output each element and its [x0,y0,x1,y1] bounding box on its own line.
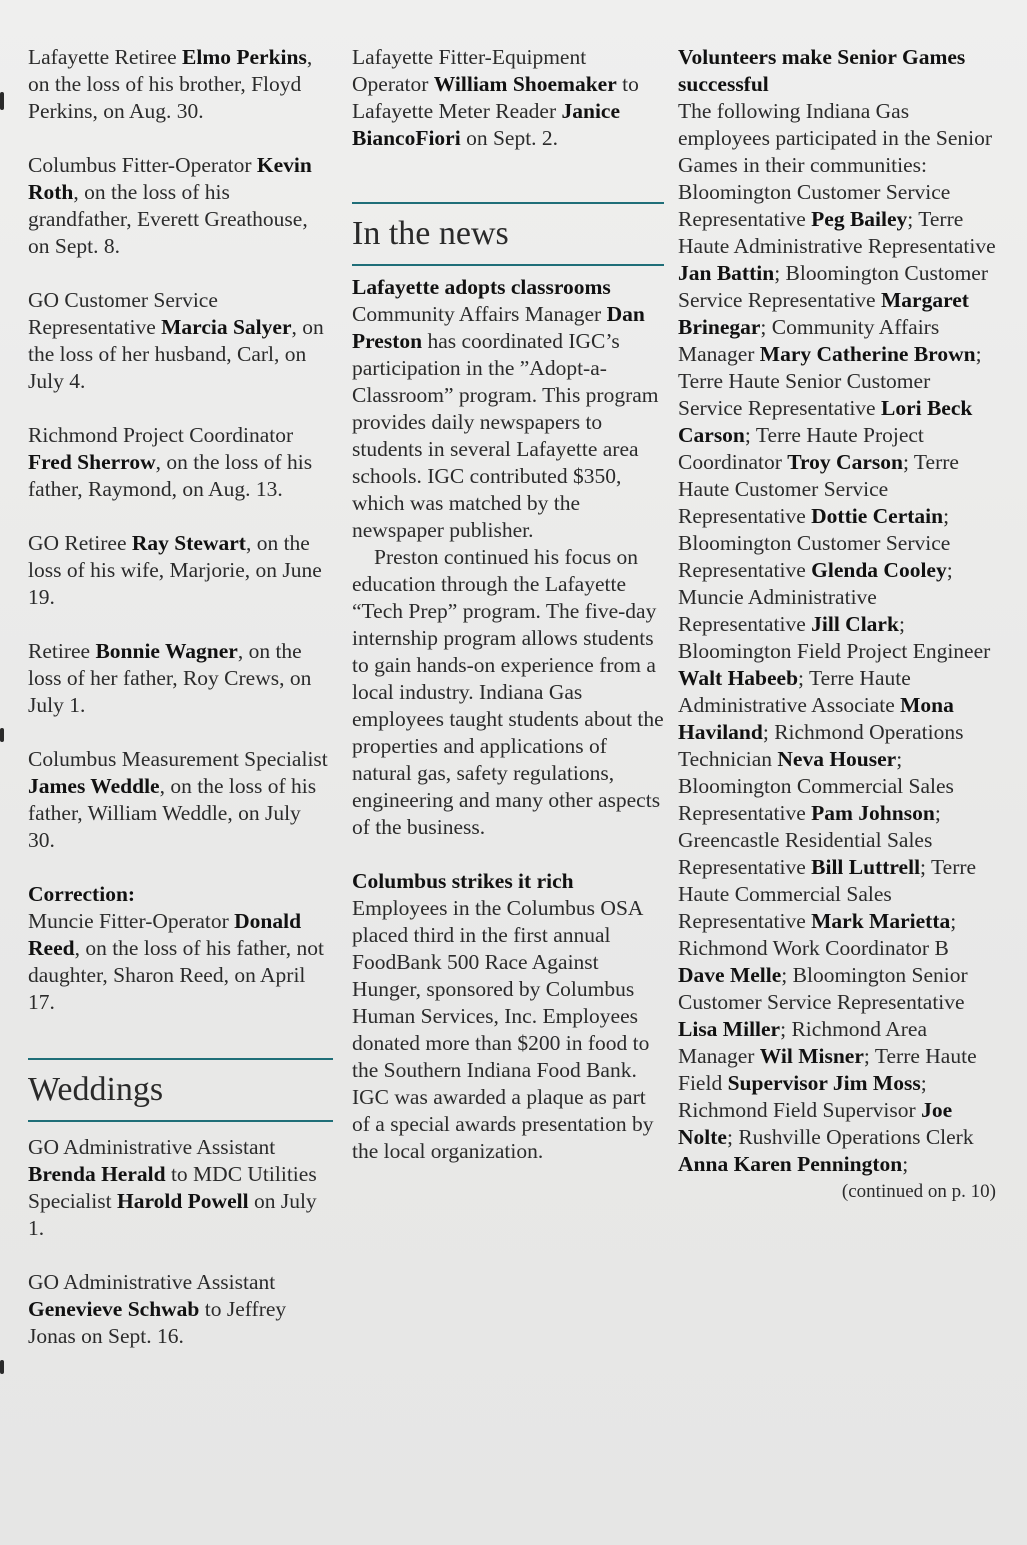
entry-text: , on the loss of his father, Raymond, on Aug. 13. [28,450,313,501]
wedding-entry [28,1134,333,1242]
news-headline: Lafayette adopts classrooms [352,275,611,299]
person-name: Harold Powell [116,1189,249,1213]
volunteer-role: Bloomington Field Project Engineer [678,639,991,663]
volunteer-role: Terre Haute Project Coordinator [678,423,924,474]
entry-text: GO Customer Service Representative [28,288,218,339]
news-headline: Volunteers make Senior Games successful [678,45,966,96]
volunteer-role: Terre Haute Customer Service Representative [678,450,959,528]
entry-text: , on the loss of his grandfather, Everett Greathouse, on Sept. 8. [28,180,308,258]
volunteer-name: Wil Misner [759,1044,864,1068]
list-separator: ; [943,504,950,528]
news-item [352,274,664,841]
volunteer-role: Richmond Field Supervisor [678,1098,922,1122]
entry-text: Columbus Fitter-Operator [28,153,257,177]
news-paragraph: Preston continued his focus on education through the Lafayette “Tech Prep” program. The five-day internship program allows students to gain hands-on experience from a local industry. Indiana Gas employees taught students about the properties and applications of natural gas, safety regulations, engineering and many other aspects of the business. [352,545,664,839]
person-name: William Shoemaker [433,72,617,96]
volunteer-name: Lisa Miller [678,1017,781,1041]
entry-text: GO Retiree [28,531,132,555]
volunteer-name: Supervisor Jim Moss [727,1071,921,1095]
person-name: James Weddle [28,774,160,798]
entry-text: Lafayette Retiree [28,45,182,69]
list-separator: ; [907,207,919,231]
person-name: Donald Reed [28,909,302,960]
volunteer-role: Muncie Administrative Representative [678,585,877,636]
wedding-entry [352,44,664,152]
entry-text: Muncie Fitter-Operator [28,909,235,933]
entry-text: to Jeffrey Jonas on Sept. 16. [28,1297,287,1348]
volunteer-name: Jill Clark [811,612,899,636]
person-name: Janice BiancoFiori [352,99,621,150]
condolence-entry [28,44,333,125]
volunteer-role: Terre Haute Administrative Representative [678,207,996,258]
condolence-entry [28,152,333,260]
news-item-senior-games [678,44,996,1178]
entry-text: to Lafayette Meter Reader [352,72,639,123]
volunteer-role: Community Affairs Manager [678,315,940,366]
condolence-entry [28,422,333,503]
list-separator: ; [934,801,941,825]
entry-text: Lafayette Fitter-Equipment Operator [352,45,587,96]
person-name: Elmo Perkins [182,45,307,69]
news-body: Employees in the Columbus OSA placed third in the first annual FoodBank 500 Race Against Hunger, sponsored by Columbus Human Services, Inc. Employees donated more than $200 in food to the Southern Indiana Food Bank. IGC was awarded a plaque as part of a special awards presentation by the local organization. [352,896,654,1163]
volunteer-name: Margaret Brinegar [678,288,969,339]
column-3 [678,44,996,1205]
volunteer-role: Terre Haute Field [678,1044,977,1095]
person-name: Ray Stewart [131,531,246,555]
entry-text: Retiree [28,639,96,663]
list-separator: ; [946,558,953,582]
binding-mark [0,1360,4,1374]
list-separator: ; [781,963,793,987]
person-name: Kevin Roth [28,153,312,204]
volunteer-role: Richmond Area Manager [678,1017,928,1068]
list-separator: ; [863,1044,875,1068]
entry-text: on Sept. 2. [460,126,559,150]
in-the-news-title: In the news [352,215,509,252]
person-name: Dan Preston [352,302,645,353]
volunteer-role: Terre Haute Senior Customer Service Representative [678,369,931,420]
entry-text: to MDC Utilities Specialist [28,1162,317,1213]
entry-text: GO Administrative Assistant [28,1135,276,1159]
column-2 [352,44,664,1192]
list-separator: ; [726,1125,739,1149]
volunteer-role: Rushville Operations Clerk [738,1125,974,1149]
list-separator: ; [896,747,903,771]
person-name: Fred Sherrow [28,450,156,474]
volunteer-role: Richmond Operations Technician [678,720,964,771]
list-separator: ; [798,666,810,690]
person-name: Marcia Salyer [161,315,292,339]
person-name: Brenda Herald [28,1162,166,1186]
entry-text: GO Administrative Assistant [28,1270,276,1294]
person-name: Genevieve Schwab [28,1297,200,1321]
volunteer-name: Troy Carson [787,450,903,474]
volunteer-name: Mary Catherine Brown [759,342,976,366]
volunteer-name: Dottie Certain [811,504,944,528]
volunteer-name: Mark Marietta [811,909,951,933]
section-rule-bottom [352,264,664,266]
volunteer-name: Walt Habeeb [678,666,799,690]
entry-text: The following Indiana Gas employees participated in the Senior Games in their communities: [678,99,993,177]
list-separator: ; [762,720,775,744]
list-separator: ; [898,612,905,636]
volunteer-name: Lori Beck Carson [678,396,973,447]
volunteer-name: Glenda Cooley [811,558,947,582]
binding-mark [0,92,4,110]
entry-text: on July 1. [28,1189,317,1240]
entry-text: , on the loss of his brother, Floyd Perkins, on Aug. 30. [28,45,313,123]
volunteer-role: Richmond Work Coordinator B [678,936,949,960]
person-name: Bonnie Wagner [95,639,238,663]
list-separator: ; [760,315,772,339]
entry-text: , on the loss of his father, William Weddle, on July 30. [28,774,317,852]
volunteer-name: Jan Battin [678,261,775,285]
volunteer-name: Bill Luttrell [811,855,921,879]
entry-text: Richmond Project Coordinator [28,423,294,447]
entry-text: , on the loss of her father, Roy Crews, on July 1. [28,639,312,717]
entry-text: , on the loss of his father, not daughter, Sharon Reed, on April 17. [28,936,324,1014]
volunteer-role: Bloomington Commercial Sales Representative [678,774,954,825]
volunteer-role: Greencastle Residential Sales Representative [678,828,933,879]
binding-mark [0,728,4,742]
volunteer-role: Bloomington Customer Service Representative [678,180,951,231]
volunteer-name: Joe Nolte [678,1098,953,1149]
condolence-entry [28,287,333,395]
entry-text: Columbus Measurement Specialist [28,747,328,771]
condolence-entry [28,530,333,611]
section-rule-bottom [28,1120,333,1122]
column-1 [28,44,333,1377]
list-separator: ; [920,1071,927,1095]
continued-note: (continued on p. 10) [841,1181,996,1202]
volunteer-list [678,98,996,1178]
section-rule-top [28,1058,333,1060]
condolence-entry [28,638,333,719]
weddings-title: Weddings [28,1071,164,1108]
section-rule-top [352,202,664,204]
volunteer-name: Mona Haviland [678,693,954,744]
news-headline: Columbus strikes it rich [352,869,574,893]
entry-text: Community Affairs Manager [352,302,607,326]
list-separator: ; [902,450,914,474]
volunteer-role: Terre Haute Commercial Sales Representative [678,855,977,933]
volunteer-name: Pam Johnson [811,801,935,825]
list-separator: ; [774,261,786,285]
news-body [352,301,664,544]
entry-text: , on the loss of her husband, Carl, on July 4. [28,315,324,393]
volunteer-name: Neva Houser [777,747,897,771]
volunteer-name: Peg Bailey [811,207,908,231]
news-item [352,868,664,1165]
list-separator: ; [780,1017,792,1041]
volunteer-role: Terre Haute Administrative Associate [678,666,911,717]
entry-text: has coordinated IGC’s participation in the ”Adopt-a-Classroom” program. This program provides daily newspapers to students in several Lafayette area schools. IGC contributed $350, which was matched by the newspaper publisher. [352,329,659,542]
list-separator: ; [744,423,756,447]
volunteer-role: Bloomington Senior Customer Service Representative [678,963,968,1014]
volunteer-name: Dave Melle [678,963,782,987]
volunteer-role: Bloomington Customer Service Representative [678,261,989,312]
list-separator: ; [920,855,932,879]
list-separator: ; [950,909,957,933]
entry-text: , on the loss of his wife, Marjorie, on June 19. [28,531,322,609]
wedding-entry [28,1269,333,1350]
list-separator: ; [975,342,982,366]
correction-heading: Correction: [28,882,136,906]
correction-entry [28,881,333,1016]
volunteer-name: Anna Karen Pennington [678,1152,903,1176]
condolence-entry [28,746,333,854]
list-separator: ; [902,1152,909,1176]
volunteer-role: Bloomington Customer Service Representative [678,531,951,582]
